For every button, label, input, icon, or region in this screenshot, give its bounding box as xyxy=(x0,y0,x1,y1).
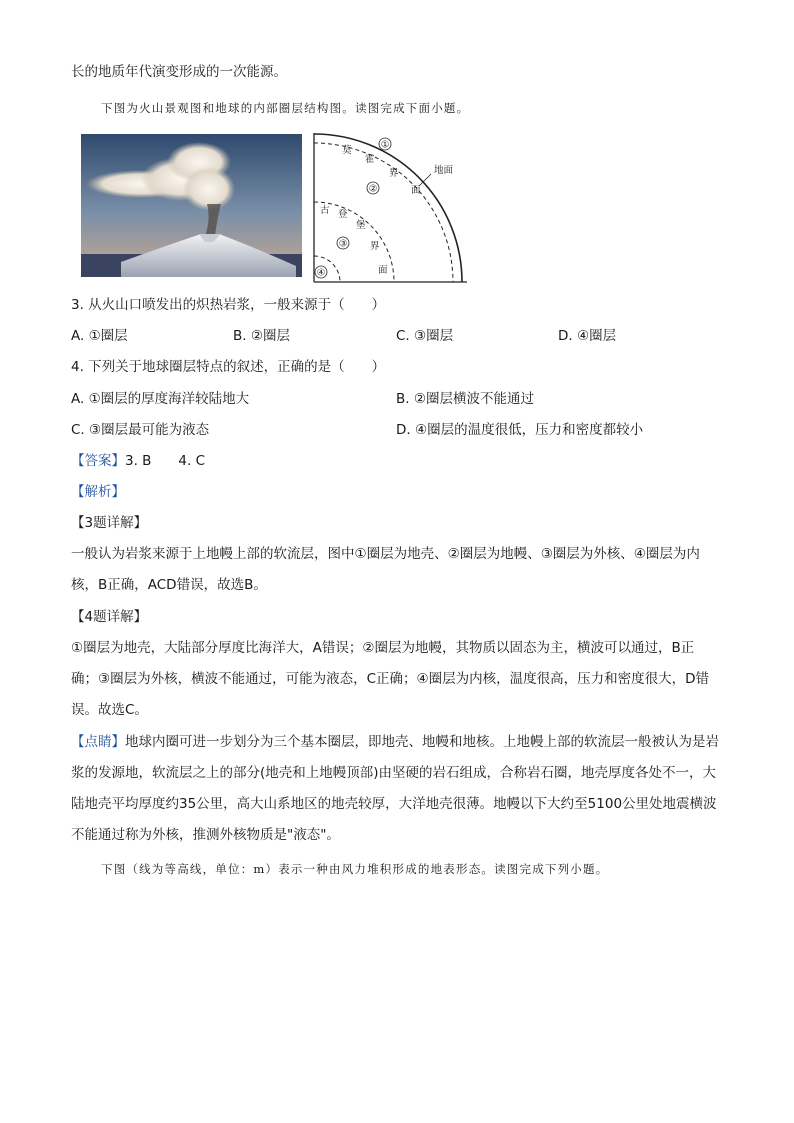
q3-option-a: A. ①圈层 xyxy=(71,328,128,344)
next-question-intro: 下图（线为等高线，单位：m）表示一种由风力堆积形成的地表形态。读图完成下列小题。 xyxy=(101,862,609,876)
top-line: 长的地质年代演变形成的一次能源。 xyxy=(71,64,287,80)
layer-3-label: ③ xyxy=(338,238,348,250)
tips-label: 【点睛】 xyxy=(71,734,125,750)
tips-text: 地球内圈可进一步划分为三个基本圈层，即地壳、地幔和地核。上地幔上部的软流层一般被认为是岩浆的发源地，软流层之上的部分(地壳和上地幔顶部)由坚硬的岩石组成，合称岩石圈，地壳厚度各处不一，大陆地壳平均厚度约35公里，高大山系地区的地壳较厚，大洋地壳很薄。地幔以下大约至5100公里处地震横波不能通过称为外核，推测外核物质是"液态"。 xyxy=(71,734,719,843)
moho-char-1: 莫 xyxy=(342,145,352,156)
q4-option-d: D. ④圈层的温度很低，压力和密度都较小 xyxy=(396,422,644,438)
answer-label: 【答案】 xyxy=(71,453,125,469)
earth-interior-diagram xyxy=(309,130,474,286)
q4-option-a: A. ①圈层的厚度海洋较陆地大 xyxy=(71,391,250,407)
q3-option-d: D. ④圈层 xyxy=(558,328,617,344)
q3-option-b: B. ②圈层 xyxy=(233,328,290,344)
tips-paragraph xyxy=(71,727,721,851)
moho-char-2: 霍 xyxy=(365,154,375,165)
question-intro: 下图为火山景观图和地球的内部圈层结构图。读图完成下面小题。 xyxy=(101,101,470,115)
gutenberg-char-1: 古 xyxy=(320,205,330,216)
q4-stem: 4. 下列关于地球圈层特点的叙述，正确的是（ ） xyxy=(71,359,386,375)
q3-option-c: C. ③圈层 xyxy=(396,328,454,344)
q3-stem: 3. 从火山口喷发出的炽热岩浆，一般来源于（ ） xyxy=(71,297,386,313)
answer-text: 3. B 4. C xyxy=(125,453,206,469)
gutenberg-char-4: 界 xyxy=(370,241,380,252)
layer-4-label: ④ xyxy=(316,267,326,279)
surface-label: 地面 xyxy=(434,165,454,176)
q4-option-b: B. ②圈层横波不能通过 xyxy=(396,391,534,407)
moho-char-3: 界 xyxy=(389,168,399,179)
layer-2-label: ② xyxy=(368,183,378,195)
answer-line xyxy=(71,451,205,471)
gutenberg-char-5: 面 xyxy=(378,265,388,276)
gutenberg-char-2: 登 xyxy=(338,209,348,220)
layer-1-label: ① xyxy=(380,139,390,151)
gutenberg-char-3: 堡 xyxy=(356,220,366,231)
detail4-text: ①圈层为地壳，大陆部分厚度比海洋大，A错误；②圈层为地幔，其物质以固态为主，横波可以通过，B正确；③圈层为外核，横波不能通过，可能为液态，C正确；④圈层为内核，温度很高，压力和密度很大，D错误。故选C。 xyxy=(71,640,710,718)
analysis-label: 【解析】 xyxy=(71,484,125,500)
detail3-label: 【3题详解】 xyxy=(71,515,148,531)
detail4-label: 【4题详解】 xyxy=(71,609,148,625)
q4-option-c: C. ③圈层最可能为液态 xyxy=(71,422,210,438)
volcano-photo xyxy=(81,134,302,277)
moho-char-4: 面 xyxy=(411,185,421,196)
detail3-text: 一般认为岩浆来源于上地幔上部的软流层，图中①圈层为地壳、②圈层为地幔、③圈层为外核、④圈层为内核，B正确，ACD错误，故选B。 xyxy=(71,546,700,593)
